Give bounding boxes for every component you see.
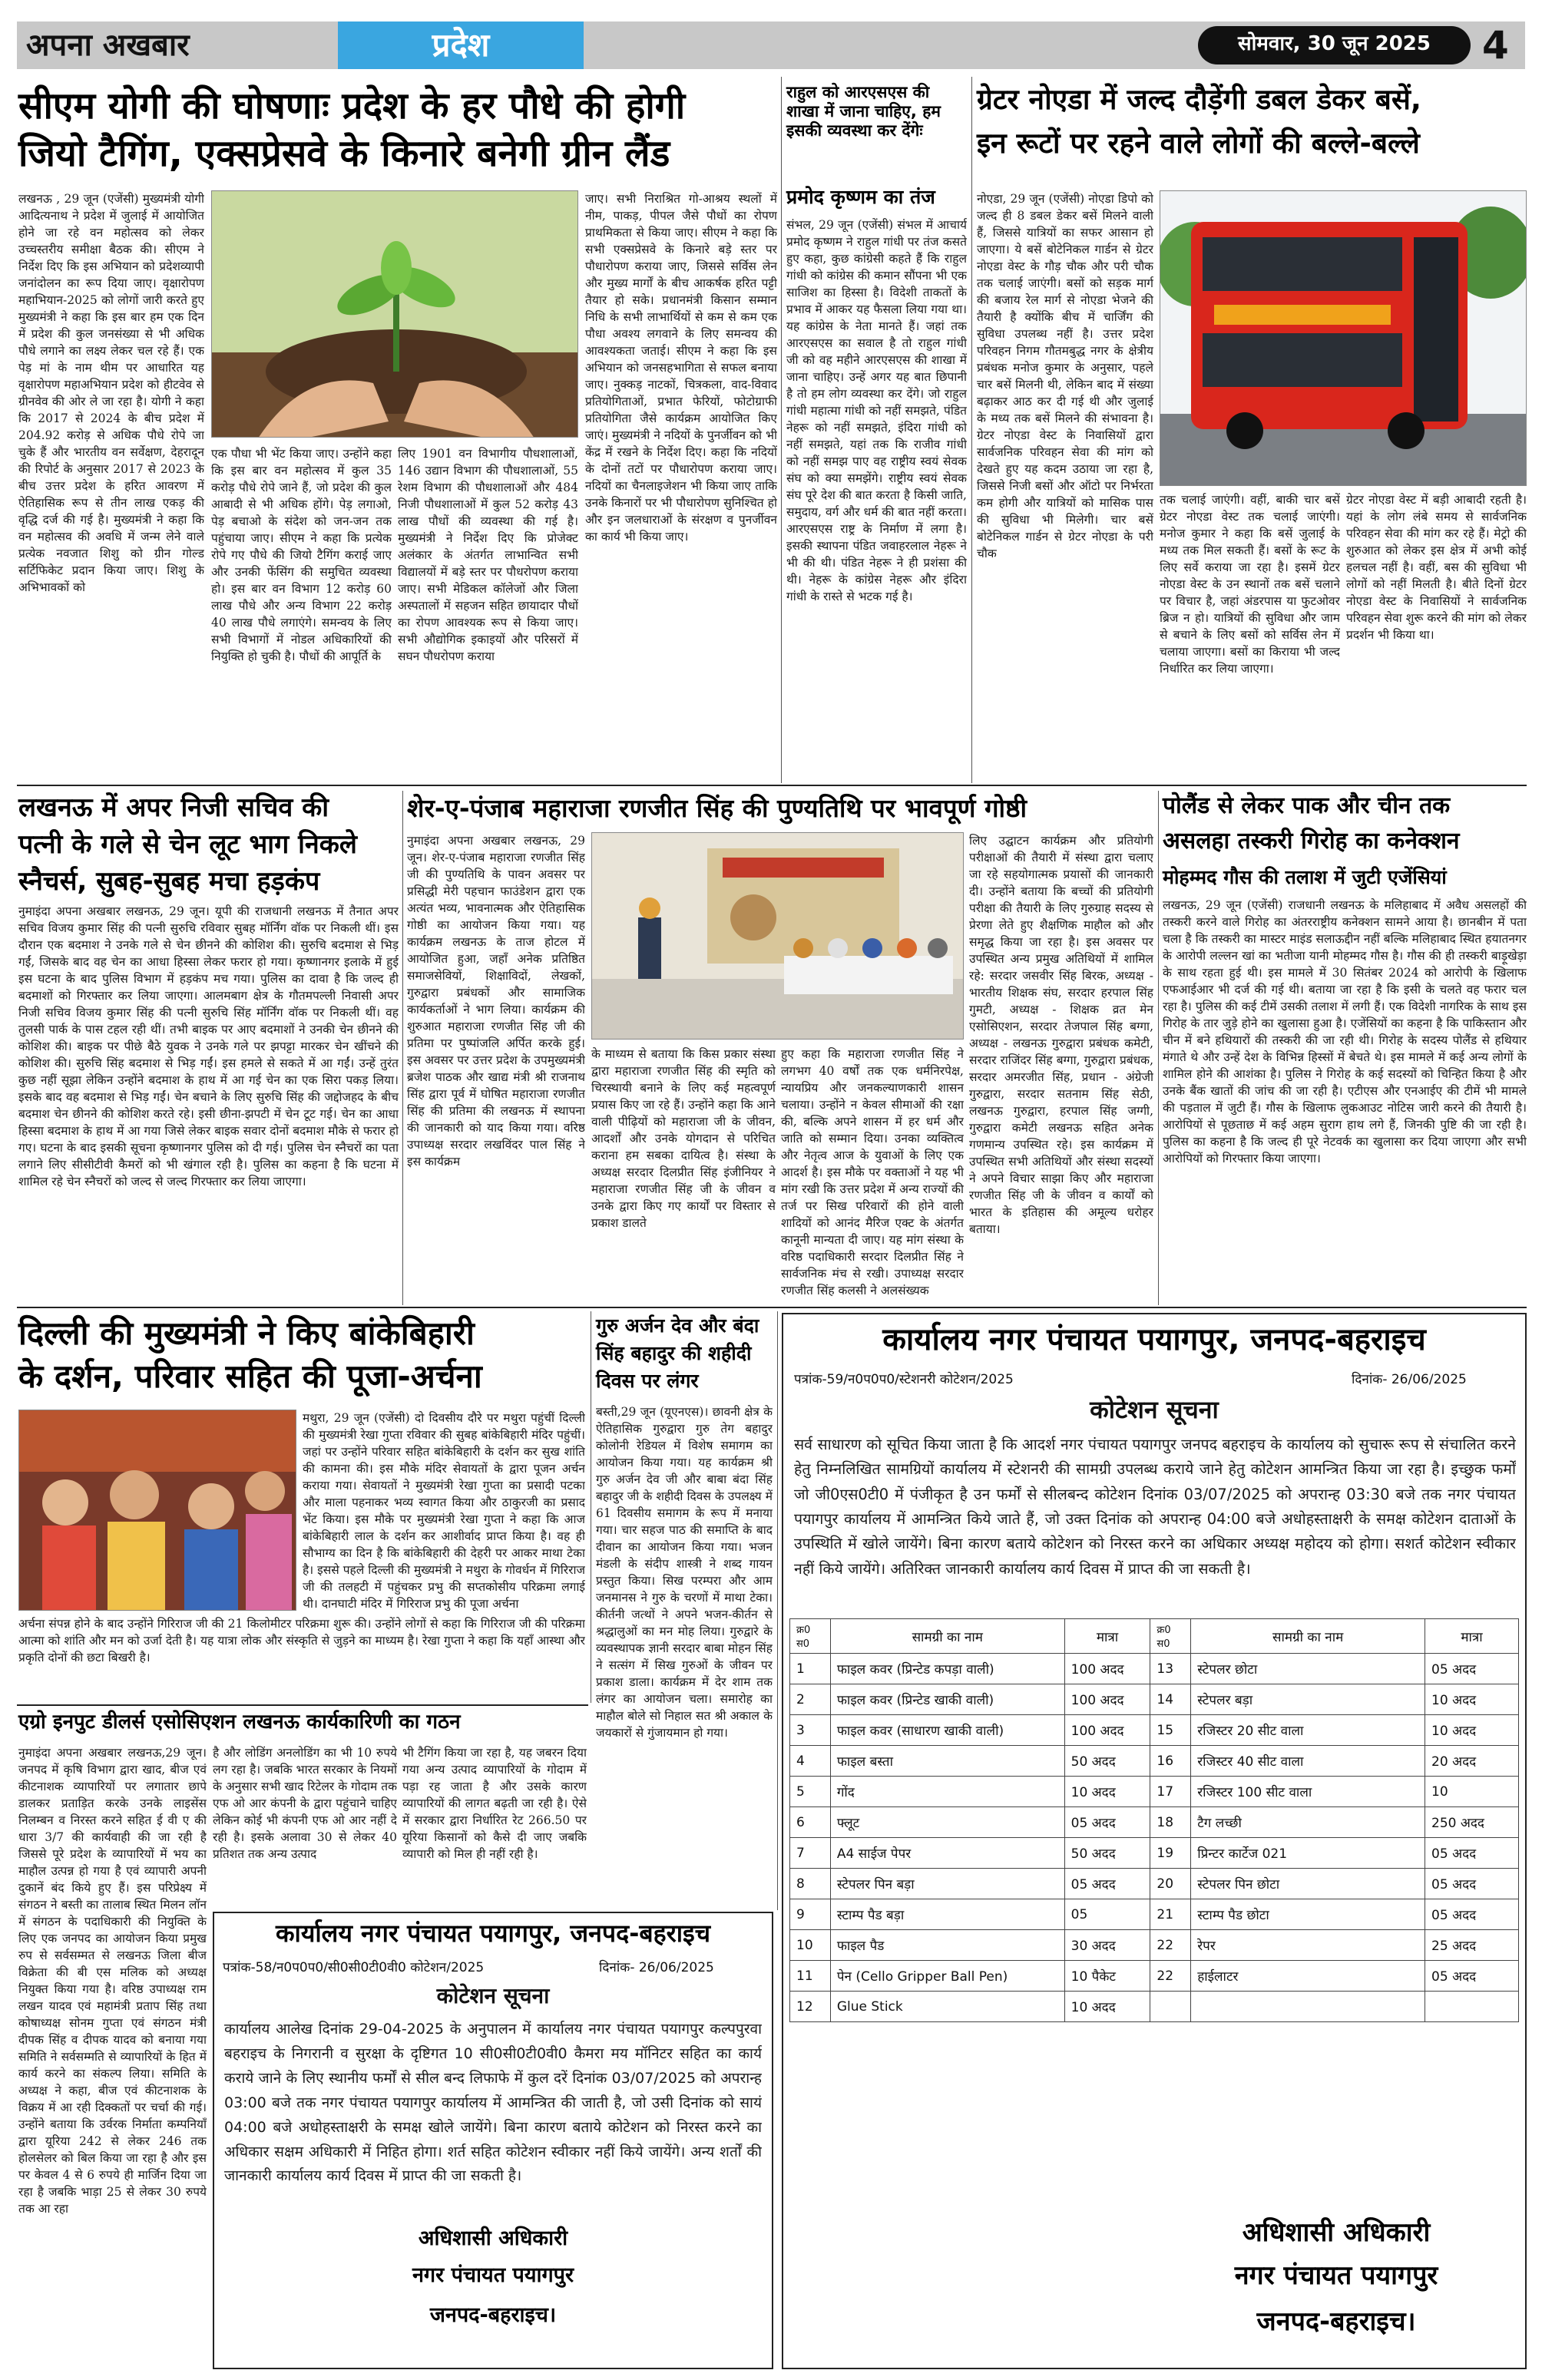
table-cell: टैग लच्छी bbox=[1191, 1807, 1425, 1838]
poland-subhead: मोहम्मद गौस की तलाश में जुटी एजेंसियां bbox=[1163, 866, 1447, 888]
table-row bbox=[790, 1899, 1519, 1930]
table-cell: स्टाम्प पैड छोटा bbox=[1191, 1899, 1425, 1930]
bus-col-1: नोएडा, 29 जून (एजेंसी) नोएडा डिपो को जल्द ही 8 डबल डेकर बसें मिलने वाली हैं, जिससे यात्रियों का सफर आसान हो जाएगा। ये बसें बोटेनिकल गार्डन से ग्रेटर नोएडा वेस्ट के गौड़ चौक और परी चौक तक चलाई जाएंगी। बसों को सड़क मार्ग की बजाय रेल मार्ग से नोएडा भेजने की तैयारी है क्योंकि बीच में चार्जिंग की सुविधा उपलब्ध नहीं है। उत्तर प्रदेश परिवहन निगम गौतमबुद्ध नगर के क्षेत्रीय प्रबंधक मनोज कुमार के अनुसार, पहले चार बसें मिलनी थी, लेकिन बाद में संख्या बढ़ाकर आठ कर दी गई थी और जुलाई के मध्य तक बसें मिलने की संभावना है। ग्रेटर नोएडा वेस्ट के निवासियों द्वारा सार्वजनिक परिवहन सेवा की मांग को देखते हुए यह कदम उठाया जा रहा है, जिससे निजी बसों और ऑटो पर निर्भरता कम होगी और यात्रियों को मासिक पास की सुविधा भी मिलेगी। चार बसें बोटेनिकल गार्डन से ग्रेटर नोएडा के परी चौक bbox=[977, 192, 1153, 560]
delhi-body-bottom: अर्चना संपन्न होने के बाद उन्होंने गिरिराज जी की 21 किलोमीटर परिक्रमा शुरू की। उन्होंने लोगों से कहा कि गिरिराज जी की परिक्रमा आत्मा को शांति और मन को उर्जा देती है। यह यात्रा लोक और संस्कृति से जुड़ने का माध्यम है। रेखा गुप्ता ने कहा कि यहाँ आस्था और प्रकृति दोनों की छटा बिखरी है। bbox=[18, 1617, 585, 1664]
temple-illustration bbox=[19, 1410, 296, 1611]
notice-59-sign-2: नगर पंचायत पयागपुर bbox=[1234, 2260, 1438, 2291]
rahul-teaser: राहुल को आरएसएस की शाखा में जाना चाहिए, हम इसकी व्यवस्था कर देंगेः bbox=[786, 83, 941, 140]
ranjit-col-2: के माध्यम से बताया कि किस प्रकार संस्था द्वारा महाराजा रणजीत सिंह की स्मृति को चिरस्थायी बनाने के लिए कई महत्वपूर्ण प्रयास किए जा रहे हैं। उन्होंने कहा कि आने वाली पीढ़ियों को महाराजा जी के जीवन, आदर्शों और उनके योगदान से परिचित कराना हम सबका दायित्व है। संस्था के अध्यक्ष सरदार दिलप्रीत सिंह इंजीनियर ने महाराजा रणजीत सिंह जी के जीवन व उनके द्वारा किए गए कार्यों पर विस्तार से प्रकाश डालते bbox=[591, 1047, 776, 1230]
table-row bbox=[790, 1715, 1519, 1746]
table-cell bbox=[1150, 1992, 1191, 2022]
table-cell: 05 अदद bbox=[1425, 1869, 1519, 1899]
yogi-col-2: एक पौधा भी भेंट किया जाए। उन्होंने कहा कि इस बार वन महोत्सव में कुल 35 करोड़ पौधे रोपे जाने हैं, जो प्रदेश की कुल आबादी से भी अधिक होंगे। पेड़ लगाओ, पेड़ बचाओ के संदेश को जन-जन तक पहुंचाया जाए। सीएम ने कहा कि प्रत्येक रोपे गए पौधे की जियो टैगिंग कराई जाए और उनकी फेंसिंग की समुचित व्यवस्था हो। इस बार वन विभाग 12 करोड़ 60 लाख पौधे और अन्य विभाग 22 करोड़ 40 लाख पौधे लगाएंगे। समन्वय के लिए सभी विभागों में नोडल अधिकारियों की नियुक्ति हो चुकी है। पौधों की आपूर्ति के bbox=[211, 447, 392, 663]
table-cell: 10 अदद bbox=[1425, 1684, 1519, 1715]
notice-59-sign-3: जनपद-बहराइच। bbox=[1256, 2306, 1416, 2337]
table-cell: 100 अदद bbox=[1064, 1715, 1150, 1746]
yogi-col-3: लिए 1901 वन विभागीय पौधशालाओं, 146 उद्यान विभाग की पौधशालाओं, 55 रेशम विभाग की पौधशालाओं और 484 निजी पौधशालाओं में कुल 52 करोड़ 43 लाख पौधों की व्यवस्था की गई है। मुख्यमंत्री ने निर्देश दिए कि प्रोजेक्ट अलंकार के अंतर्गत लाभान्वित सभी विद्यालयों में बड़े स्तर पर पौधरोपण कराया जाए। सभी मेडिकल कॉलेजों और जिला अस्पतालों में सहजन सहित छायादार पौधों का रोपण आवश्यक रूप से किया जाए। सभी औद्योगिक इकाइयों और परिसरों में सघन पौधरोपण कराया bbox=[398, 447, 578, 663]
yogi-col-4: जाए। सभी निराश्रित गो-आश्रय स्थलों में नीम, पाकड़, पीपल जैसे पौधों का रोपण प्राथमिकता से किया जाए। सीएम ने कहा कि सभी एक्सप्रेसवे के किनारे बड़े स्तर पर पौधारोपण कराया जाए, जिससे सर्विस लेन और मुख्य मार्गों के बीच आकर्षक हरित पट्टी तैयार हो सके। प्रधानमंत्री किसान सम्मान निधि के सभी लाभार्थियों से कम से कम एक पौधा अवश्य लगवाने के लिए समन्वय की आवश्यकता जताई। सीएम ने कहा कि इस अभियान को जनसहभागिता से सफल बनाया जाए। नुक्कड़ नाटकों, चित्रकला, वाद-विवाद प्रतियोगिताओं, प्रभात फेरियों, फोटोग्राफी प्रतियोगिता जैसे कार्यक्रम आयोजित किए जाएं। मुख्यमंत्री ने नदियों के पुनर्जीवन को भी केंद्र में रखने के निर्देश दिए। कहा कि नदियों के दोनों तटों पर पौधारोपण कराया जाए। नदियों का चैनलाइजेशन भी किया जाए ताकि उनके किनारों पर भी पौधारोपण सुनिश्चित हो और इन जलधाराओं के संरक्षण व पुनर्जीवन का कार्य भी किया जाए। bbox=[585, 192, 777, 544]
table-cell: 19 bbox=[1150, 1838, 1191, 1869]
table-cell: 11 bbox=[790, 1961, 831, 1992]
divider bbox=[1158, 791, 1159, 1305]
double-decker-bus-photo bbox=[1160, 190, 1527, 486]
column-header: क्र0 स0 bbox=[1150, 1619, 1191, 1654]
table-header-row bbox=[790, 1619, 1519, 1654]
table-cell: 3 bbox=[790, 1715, 831, 1746]
table-cell: 05 अदद bbox=[1064, 1807, 1150, 1838]
table-cell: फ्लूट bbox=[830, 1807, 1064, 1838]
notice-59-sign-1: अधिशासी अधिकारी bbox=[1242, 2217, 1431, 2248]
table-cell: 2 bbox=[790, 1684, 831, 1715]
table-cell bbox=[1191, 1992, 1425, 2022]
agro-col-3: भी टैगिंग किया जा रहा है, यह जबरन दिया गया अन्य उत्पाद व्यापारियों के गोदाम में पड़ा रह जाता है और उसके कारण व्यापारियों की लागत बढ़ती जा रही है। ऐसे में सरकार द्वारा निर्धारित रेट 266.50 पर यूरिया किसानों को कैसे दी जाए जबकि व्यापारी को मिल ही नहीं रही है। bbox=[402, 1746, 587, 1861]
notice-58-sign-1: अधिशासी अधिकारी bbox=[418, 2226, 568, 2250]
table-cell: A4 साईज पेपर bbox=[830, 1838, 1064, 1869]
delhi-body-right: मथुरा, 29 जून (एजेंसी) दो दिवसीय दौरे पर मथुरा पहुंचीं दिल्ली की मुख्यमंत्री रेखा गुप्ता रविवार की सुबह बांकेबिहारी मंदिर पहुंचीं। जहां पर उन्होंने परिवार सहित बांकेबिहारी के दर्शन कर सुख शांति की कामना की। इस मौके मंदिर सेवायतों के द्वारा पूजन अर्चन कराया गया। सेवायतों ने मुख्यमंत्री रेखा गुप्ता का प्रसादी पटका और माला पहनाकर भव्य स्वागत किया और ठाकुरजी का प्रसाद भेंट किया। इस मौके पर मुख्यमंत्री रेखा गुप्ता ने कहा कि आज बांकेबिहारी लाल के दर्शन कर आशीर्वाद प्राप्त किया है। वह ही सौभाग्य का दिन है कि बांकेबिहारी की देहरी पर आकर माथा टेका है। इससे पहले दिल्ली की मुख्यमंत्री ने मथुरा के गोवर्धन में गिरिराज जी की तलहटी में पहुंचकर प्रभु की सप्तकोसीय परिक्रमा लगाई थी। दानघाटी मंदिर में गिरिराज प्रभु की पूजा अर्चना bbox=[303, 1411, 585, 1611]
section-label: प्रदेश bbox=[432, 26, 490, 64]
table-cell: पेन (Cello Gripper Ball Pen) bbox=[830, 1961, 1064, 1992]
table-cell: स्टेपलर बड़ा bbox=[1191, 1684, 1425, 1715]
table-cell: 10 अदद bbox=[1425, 1715, 1519, 1746]
table-cell: 13 bbox=[1150, 1654, 1191, 1684]
divider bbox=[777, 1311, 778, 1910]
seminar-photo bbox=[591, 832, 964, 1040]
table-cell: स्टाम्प पैड बड़ा bbox=[830, 1899, 1064, 1930]
table-cell: 10 पैकेट bbox=[1064, 1961, 1150, 1992]
guru-headline-1: गुरु अर्जन देव और बंदा bbox=[596, 1314, 759, 1337]
column-header: क्र0 स0 bbox=[790, 1619, 831, 1654]
table-row bbox=[790, 1869, 1519, 1899]
table-cell: 18 bbox=[1150, 1807, 1191, 1838]
notice-58-date: दिनांक- 26/06/2025 bbox=[599, 1960, 714, 1975]
seminar-illustration bbox=[592, 833, 964, 1040]
poland-headline-2: असलहा तस्करी गिरोह का कनेक्शन bbox=[1163, 828, 1460, 854]
chain-headline-2: पत्नी के गले से चेन लूट भाग निकले bbox=[18, 829, 357, 860]
notice-59-date: दिनांक- 26/06/2025 bbox=[1352, 1372, 1467, 1387]
table-cell: रजिस्टर 20 सीट वाला bbox=[1191, 1715, 1425, 1746]
table-row bbox=[790, 1992, 1519, 2022]
agro-col-2: है और लोडिंग अनलोडिंग का भी 10 रुपये लग रहा है। जबकि भारत सरकार के नियमों के अनुसार सभी खाद रिटेलर के गोदाम तक एफ ओ आर कंपनी के द्वारा पहुंचाने चाहिए लेकिन कोई भी कंपनी एफ ओ आर नहीं दे रही है। इसके अलावा 30 से लेकर 40 प्रतिशत तक अन्य उत्पाद bbox=[213, 1746, 397, 1861]
ranjit-col-1: नुमाइंदा अपना अखबार लखनऊ, 29 जून। शेर-ए-पंजाब महाराजा रणजीत सिंह जी की पुण्यतिथि के पावन अवसर पर प्रसिद्धी मेरी पहचान फाउंडेशन द्वारा एक अत्यंत भव्य, भावनात्मक और ऐतिहासिक गोष्ठी का आयोजन किया गया। यह कार्यक्रम लखनऊ के ताज होटल में आयोजित हुआ, जहाँ अनेक प्रतिष्ठित समाजसेवियों, शिक्षाविदों, लेखकों, गुरुद्वारा प्रबंधकों और सामाजिक कार्यकर्ताओं ने भाग लिया। कार्यक्रम की शुरुआत महाराजा रणजीत सिंह जी की प्रतिमा पर पुष्पांजलि अर्पित करके हुई। इस अवसर पर उत्तर प्रदेश के उपमुख्यमंत्री ब्रजेश पाठक और खाद्य मंत्री श्री राजनाथ सिंह द्वारा पूर्व में घोषित महाराजा रणजीत सिंह की प्रतिमा की लखनऊ में स्थापना की जानकारी को याद किया गया। वरिष्ठ उपाध्यक्ष सरदार लखविंदर पाल सिंह ने इस कार्यक्रम bbox=[407, 834, 585, 1169]
notice-59-title: कार्यालय नगर पंचायत पयागपुर, जनपद-बहराइच bbox=[882, 1322, 1426, 1357]
notice-58-sign-2: नगर पंचायत पयागपुर bbox=[412, 2263, 574, 2287]
bus-illustration bbox=[1160, 191, 1527, 486]
rahul-body: संभल, 29 जून (एजेंसी) संभल में आचार्य प्रमोद कृष्णम ने राहुल गांधी पर तंज कसते हुए कहा, कुछ कांग्रेसी कहते हैं कि राहुल गांधी को कांग्रेस की कमान सौंपना भी एक साजिश का हिस्सा है। विदेशी ताकतों के प्रभाव में आकर यह फैसला लिया गया था। यह कांग्रेस के नेता मानते हैं। जहां तक आरएसएस का सवाल है तो राहुल गांधी जी को वह महीने आरएसएस की शाखा में जाना चाहिए। उन्हें अगर यह बात छिपानी है तो हम लोग व्यवस्था कर देंगे। जो राहुल गांधी महात्मा गांधी को नहीं समझते, पंडित नेहरू को नहीं समझते, इंदिरा गांधी को नहीं समझते, यहां तक कि राजीव गांधी को नहीं समझ पाए वह राष्ट्रीय स्वयं सेवक संघ को क्या समझेंगे। राष्ट्रीय स्वयं सेवक संघ पूरे देश की बात करता है किसी जाति, समुदाय, वर्ग और धर्म की बात नहीं करता। आरएसएस राष्ट्र के निर्माण में लगा है। इसकी स्थापना पंडित जवाहरलाल नेहरू ने भी की थी। पंडित नेहरू ने ही प्रशंसा की थी। नेहरू के कांग्रेस नेहरू और इंदिरा गांधी के रास्ते से भटक गई है। bbox=[786, 218, 967, 603]
yogi-headline-1: सीएम योगी की घोषणाः प्रदेश के हर पौधे की होगी bbox=[18, 84, 686, 127]
delhi-headline-1: दिल्ली की मुख्यमंत्री ने किए बांकेबिहारी bbox=[18, 1314, 475, 1352]
bus-col-2: तक चलाई जाएंगी। वहीं, बाकी चार बसें ग्रेटर नोएडा वेस्ट तक चलाई जाएंगी। मनोज कुमार ने कहा कि बसें जुलाई के मध्य तक मिल सकती हैं। बसों के रूट के लिए सर्वे कराया जा रहा है। इसमें ग्रेटर नोएडा वेस्ट के उन स्थानों तक बसें चलाने पर विचार है, जहां अंडरपास या फुटओवर ब्रिज न हो। यात्रियों की सुविधा और जाम से बचाने के लिए बसों को सर्विस लेन में चलाया जाएगा। बसों का किराया भी जल्द निर्धारित कर लिया जाएगा। bbox=[1160, 493, 1340, 676]
table-cell: 50 अदद bbox=[1064, 1746, 1150, 1777]
divider bbox=[781, 77, 782, 783]
table-cell: फाइल कवर (प्रिन्टेड खाकी वाली) bbox=[830, 1684, 1064, 1715]
column-header: मात्रा bbox=[1425, 1619, 1519, 1654]
table-cell: 1 bbox=[790, 1654, 831, 1684]
table-cell: 05 अदद bbox=[1425, 1838, 1519, 1869]
poland-body: लखनऊ, 29 जून (एजेंसी) राजधानी लखनऊ के मलिहाबाद में अवैध असलहों की तस्करी करने वाले गिरोह का अंतरराष्ट्रीय कनेक्शन सामने आया है। छानबीन में पता चला है कि तस्करी का मास्टर माइंड सलाऊद्दीन नहीं बल्कि मलिहाबाद स्थित हयातनगर के आरोपी लल्लन खां का भतीजा यानी मोहम्मद गौस है। गौस की ही तस्करी बाड़ूखेड़ा के साथ रहता हुई थी। इस मामले में 30 सितंबर 2024 को आरोपी के खिलाफ एफआईआर भी दर्ज की गई थी। बताया जा रहा है कि इसी के चलते वह फरार चल रहा है। पुलिस की कई टीमें उसकी तलाश में लगी हैं। एक विदेशी नागरिक के साथ इस गिरोह के तार जुड़े होने का खुलासा हुआ है। एजेंसियों का कहना है कि पाकिस्तान और चीन में बने हथियारों की तस्करी की जा रही थी। गिरोह के सदस्य पोलैंड से हथियार मंगाते थे और उन्हें देश के विभिन्न हिस्सों में बेचते थे। इस मामले में कई अन्य लोगों के शामिल होने की आशंका है। पुलिस ने गिरोह के कई सदस्यों को चिन्हित किया है और उनके बैंक खातों की जांच की जा रही है। एटीएस और एनआईए की टीमें भी मामले की पड़ताल में जुटी हैं। गौस के खिलाफ लुकआउट नोटिस जारी करने की तैयारी है। आरोपियों से पूछताछ में कई अहम सुराग हाथ लगे हैं, जिनकी पुष्टि की जा रही है। पुलिस का कहना है कि जल्द ही पूरे नेटवर्क का खुलासा कर दिया जाएगा और सभी आरोपियों को गिरफ्तार किया जाएगा। bbox=[1163, 898, 1527, 1165]
table-cell: फाइल कवर (प्रिन्टेड कपड़ा वाली) bbox=[830, 1654, 1064, 1684]
table-cell: 10 अदद bbox=[1064, 1992, 1150, 2022]
bus-col-3: ग्रेटर नोएडा वेस्ट में बड़ी आबादी रहती है। यहां के लोग लंबे समय से सार्वजनिक परिवहन सेवा की मांग कर रहे हैं। मेट्रो की शुरुआत को लेकर इस क्षेत्र में अभी कोई हलचल नहीं है। वहीं, बस की सुविधा भी लोगों को नहीं मिलती है। बीते दिनों ग्रेटर नोएडा वेस्ट के निवासियों ने सार्वजनिक परिवहन सेवा शुरू करने की मांग को लेकर प्रदर्शन भी किया था। bbox=[1346, 493, 1527, 642]
table-cell: 9 bbox=[790, 1899, 831, 1930]
agro-col-1: नुमाइंदा अपना अखबार लखनऊ,29 जून। जनपद में कृषि विभाग द्वारा खाद, बीज एवं कीटनाशक व्यापारियों पर लगातार छापे डालकर प्रताड़ित करके उनके लाइसेंस निलम्बन व निरस्त करने सहित ई वी ए की धारा 3/7 की कार्यवाही की जा रही है जिससे पूरे प्रदेश के व्यापारियों में भय का माहौल उत्पन्न हो गया है एवं व्यापारी अपनी दुकानें बंद किये हुए हैं। इस परिप्रेक्ष्य में संगठन ने बस्ती का तालाब स्थित मिलन लॉन में संगठन के पदाधिकारी की नियुक्ति के लिए एक जनपद का आयोजन किया प्रमुख रुप से सर्वसम्मत से लखनऊ जिला बीज विक्रेता की बी एस मलिक को अध्यक्ष नियुक्त किया गया है। वरिष्ठ उपाध्यक्ष राम लखन यादव एवं महामंत्री प्रताप सिंह तथा कोषाध्यक्ष सोनम गुप्ता एवं संगठन मंत्री दीपक सिंह व दीपक यादव को बनाया गया समिति ने सर्वसम्मति से व्यापारियों के हित में कार्य करने का संकल्प लिया। समिति के अध्यक्ष ने कहा, बीज एवं कीटनाशक के विक्रय में आ रही दिक्कतों पर चर्चा की गई। उन्होंने बताया कि उर्वरक निर्माता कम्पनियाँ द्वारा यूरिया 242 से लेकर 246 तक होलसेलर को बिल किया जा रहा है और इस पर केवल 4 से 6 रुपये ही मार्जिन दिया जा रहा है जबकि भाड़ा 25 से लेकर 30 रुपये तक आ रहा bbox=[18, 1746, 207, 2216]
table-cell: रजिस्टर 100 सीट वाला bbox=[1191, 1777, 1425, 1807]
table-cell: 05 अदद bbox=[1425, 1961, 1519, 1992]
table-row bbox=[790, 1777, 1519, 1807]
table-row bbox=[790, 1930, 1519, 1961]
delhi-headline-2: के दर्शन, परिवार सहित की पूजा-अर्चना bbox=[18, 1357, 482, 1395]
table-cell: 22 bbox=[1150, 1961, 1191, 1992]
table-cell: 10 अदद bbox=[1064, 1777, 1150, 1807]
table-cell: हाईलाटर bbox=[1191, 1961, 1425, 1992]
paper-name: अपना अखबार bbox=[26, 28, 190, 63]
table-cell: 05 bbox=[1064, 1899, 1150, 1930]
ranjit-col-3: हुए कहा कि महाराजा रणजीत सिंह ने लगभग 40 वर्षों तक एक धर्मनिरपेक्ष, न्यायप्रिय और जनकल्याणकारी शासन चलाया। उन्होंने न केवल सीमाओं की रक्षा की, बल्कि अपने शासन में हर धर्म और जाति को सम्मान दिया। उनका व्यक्तित्व और नेतृत्व आज के युवाओं के लिए एक आदर्श है। इस मौके पर वक्ताओं ने यह भी मांग रखी कि उत्तर प्रदेश में अन्य राज्यों की तर्ज पर सिख परिवारों की होने वाली शादियों को आनंद मैरिज एक्ट के अंतर्गत कानूनी मान्यता दी जाए। यह मांग संस्था के वरिष्ठ पदाधिकारी सरदार दिलप्रीत सिंह ने सार्वजनिक मंच से रखी। उपाध्यक्ष सरदार रणजीत सिंह कलसी ने अलसंख्यक bbox=[781, 1047, 964, 1297]
agro-headline: एग्रो इनपुट डीलर्स एसोसिएशन लखनऊ कार्यकारिणी का गठन bbox=[18, 1711, 461, 1734]
chain-headline-1: लखनऊ में अपर निजी सचिव की bbox=[18, 792, 329, 823]
table-cell: 22 bbox=[1150, 1930, 1191, 1961]
table-row bbox=[790, 1961, 1519, 1992]
table-cell: 100 अदद bbox=[1064, 1684, 1150, 1715]
table-cell: 21 bbox=[1150, 1899, 1191, 1930]
table-cell: 05 अदद bbox=[1425, 1654, 1519, 1684]
bus-headline-1: ग्रेटर नोएडा में जल्द दौड़ेंगी डबल डेकर बसें, bbox=[977, 83, 1421, 116]
table-cell: 250 अदद bbox=[1425, 1807, 1519, 1838]
notice-58-title: कार्यालय नगर पंचायत पयागपुर, जनपद-बहराइच bbox=[275, 1919, 711, 1948]
table-cell: 15 bbox=[1150, 1715, 1191, 1746]
issue-date: सोमवार, 30 जून 2025 bbox=[1238, 32, 1431, 55]
table-cell: रेपर bbox=[1191, 1930, 1425, 1961]
table-cell: 6 bbox=[790, 1807, 831, 1838]
table-cell: 12 bbox=[790, 1992, 831, 2022]
table-cell: 50 अदद bbox=[1064, 1838, 1150, 1869]
table-cell: 14 bbox=[1150, 1684, 1191, 1715]
table-cell: 10 bbox=[1425, 1777, 1519, 1807]
table-row bbox=[790, 1838, 1519, 1869]
table-cell: स्टेपलर पिन बड़ा bbox=[830, 1869, 1064, 1899]
bus-headline-2: इन रूटों पर रहने वाले लोगों की बल्ले-बल्ले bbox=[977, 127, 1420, 160]
notice-59-body: सर्व साधारण को सूचित किया जाता है कि आदर्श नगर पंचायत पयागपुर जनपद बहराइच के कार्यालय को सुचारू रूप से संचालित करने हेतु निम्नलिखित सामग्रियों कार्यालय में स्टेशनरी की सामग्री उपलब्ध कराये जाने हेतु कोटेशन आमन्त्रित किया जा रहा है। इच्छुक फर्मों जो जी0एस0टी0 में पंजीकृत है उन फर्मों से सीलबन्द कोटेशन दिनांक 03/07/2025 को अपरान्ह 03:30 बजे तक नगर पंचायत पयागपुर कार्यालय में आमन्त्रित किये जाते हैं, जो उक्त दिनांक को अपरान्ह 04:00 बजे अधोहस्ताक्षरी के समक्ष कोटेशन दाताओं के उपस्थिति में खोले जायेंगे। बिना कारण बताये कोटेशन को निरस्त करने का अधिकार अध्यक्ष महोदय को होगा। सशर्त कोटेशन स्वीकार नहीं किये जायेंगे। अतिरिक्त जानकारी कार्यालय कार्य दिवस में प्राप्त की जा सकती है। bbox=[794, 1436, 1516, 1578]
table-cell: फाइल बस्ता bbox=[830, 1746, 1064, 1777]
poland-headline-1: पोलैंड से लेकर पाक और चीन तक bbox=[1163, 792, 1451, 819]
table-cell: 10 bbox=[790, 1930, 831, 1961]
column-header: सामग्री का नाम bbox=[1191, 1619, 1425, 1654]
yogi-headline-2: जियो टैगिंग, एक्सप्रेसवे के किनारे बनेगी ग्रीन लैंड bbox=[18, 132, 670, 175]
table-cell: 5 bbox=[790, 1777, 831, 1807]
chain-headline-3: स्नैचर्स, सुबह-सुबह मचा हड़कंप bbox=[18, 866, 320, 897]
ranjit-col-4: लिए उद्घाटन कार्यक्रम और प्रतियोगी परीक्षाओं की तैयारी में संस्था द्वारा चलाए जा रहे सहयोगात्मक प्रयासों की जानकारी दी। उन्होंने बताया कि बच्चों की प्रतियोगी परीक्षा की तैयारी के लिए गुरुग्राह सदस्य से प्रेरणा लेते हुए शैक्षणिक माहौल को और समृद्ध किया जा रहा है। इस अवसर पर उपस्थित अन्य प्रमुख अतिथियों में शामिल रहे: सरदार जसवीर सिंह बिरक, अध्यक्ष - भारतीय शिक्षक संघ, सरदार हरपाल सिंह गुमटी, अध्यक्ष - शिक्षक व्रत मेन एसोसिएशन, सरदार तेजपाल सिंह बग्गा, अध्यक्ष - लखनऊ गुरुद्वारा प्रबंधक कमेटी, सरदार राजिंदर सिंह बग्गा, गुरुद्वारा प्रबंधक, सरदार अमरजीत सिंह, प्रधान - अंग्रेजी गुरुद्वारा, सरदार सतनाम सिंह सेठी, लखनऊ गुरुद्वारा, हरपाल सिंह जग्गी, गुरुद्वारा कमेटी लखनऊ सहित अनेक गणमान्य उपस्थित रहे। इस कार्यक्रम में उपस्थित सभी अतिथियों और संस्था सदस्यों ने अपने विचार साझा किए और महाराजा रणजीत सिंह जी के जीवन व कार्यों को भारत के इतिहास की अमूल्य धरोहर बताया। bbox=[969, 834, 1153, 1236]
table-cell: गोंद bbox=[830, 1777, 1064, 1807]
yogi-col-1: लखनऊ , 29 जून (एजेंसी) मुख्यमंत्री योगी आदित्यनाथ ने प्रदेश में जुलाई में आयोजित होने जा रहे वन महोत्सव को लेकर उच्चस्तरीय समीक्षा बैठक की। सीएम ने निर्देश दिए कि इस अभियान को प्रदेशव्यापी जनांदोलन का रूप दिया जाए। वृक्षारोपण महाभियान-2025 को लोगों जारी करते हुए मुख्यमंत्री ने कहा कि इस बार हम एक दिन में प्रदेश की कुल जनसंख्या से भी अधिक पौधे लगाने का लक्ष्य लेकर चल रहे हैं। एक पेड़ मां के नाम थीम पर आधारित यह वृक्षारोपण महाअभियान प्रदेश को हीटवेव से ग्रीनवेव की ओर ले जा रहा है। योगी ने कहा कि 2017 से 2024 के बीच प्रदेश में 204.92 करोड़ से अधिक पौधे रोपे जा चुके हैं और भारतीय वन सर्वेक्षण, देहरादून की रिपोर्ट के अनुसार 2017 से 2023 के बीच उत्तर प्रदेश के हरित आवरण में ऐतिहासिक रूप से तीन लाख एकड़ की वृद्धि दर्ज की गई है। मुख्यमंत्री ने कहा कि वन महोत्सव की अवधि में जन्म लेने वाले प्रत्येक नवजात शिशु को ग्रीन गोल्ड सर्टिफिकेट प्रदान किया जाए। शिशु के अभिभावकों को bbox=[18, 192, 204, 594]
table-cell: स्टेपलर पिन छोटा bbox=[1191, 1869, 1425, 1899]
table-cell: Glue Stick bbox=[830, 1992, 1064, 2022]
table-cell: 4 bbox=[790, 1746, 831, 1777]
table-row bbox=[790, 1684, 1519, 1715]
table-cell: रजिस्टर 40 सीट वाला bbox=[1191, 1746, 1425, 1777]
table-cell: 7 bbox=[790, 1838, 831, 1869]
guru-headline-2: सिंह बहादुर की शहीदी bbox=[596, 1342, 752, 1364]
table-row bbox=[790, 1746, 1519, 1777]
chain-body: नुमाइंदा अपना अखबार लखनऊ, 29 जून। यूपी की राजधानी लखनऊ में तैनात अपर सचिव विजय कुमार सिंह की पत्नी सुरुचि रविवार सुबह मॉर्निंग वॉक पर निकली थीं। इस दौरान एक बदमाश ने उनके गले से चेन छीनने की कोशिश की। सुरुचि बदमाश से भिड़ गईं, जिसके बाद वह चेन का आधा हिस्सा लेकर फरार हो गया। कृष्णानगर इलाके में हुई इस घटना के बाद पुलिस विभाग में हड़कंप मच गया। पुलिस का दावा है कि जल्द ही बदमाशों को गिरफ्तार कर लिया जाएगा। आलमबाग क्षेत्र के गौतमपल्ली निवासी अपर निजी सचिव विजय कुमार सिंह की पत्नी सुरुचि सिंह मॉर्निंग वॉक पर निकली थीं। वह तुलसी पार्क के पास टहल रही थीं। तभी बाइक पर आए बदमाशों ने उनकी चेन छीनने की कोशिश की। बाइक पर पीछे बैठे युवक ने उनके गले पर झपट्टा मारकर चेन खींचने की कोशिश की। सुरुचि सिंह बदमाश से भिड़ गईं। इस हमले से सकते में आ गईं। उन्हें तुरंत कुछ नहीं सूझा लेकिन उन्होंने बदमाश के हाथ में आ गई चेन का एक सिरा पकड़ लिया। इसके बाद वह बदमाश से भिड़ गईं। चेन बचाने के लिए सुरुचि सिंह की जद्दोजहद के बीच बदमाश चेन छीनने की कोशिश करते रहे। इसी छीना-झपटी में चेन टूट गई। चेन का आधा हिस्सा बदमाश के हाथ में आ गया जिसे लेकर बाइक सवार दोनों बदमाश मौके से फरार हो गए। घटना के बाद इसकी सूचना कृष्णानगर पुलिस को दी गई। पुलिस चेन स्नैचरों का पता लगाने लिए सीसीटीवी कैमरों को भी खंगाल रही है। पुलिस का कहना है कि घटना में शामिल रहे चेन स्नैचरों को जल्द से जल्द गिरफ्तार कर लिया जाएगा। bbox=[18, 904, 399, 1188]
notice-59-heading: कोटेशन सूचना bbox=[1090, 1395, 1219, 1424]
sapling-illustration bbox=[212, 191, 578, 438]
ranjit-headline: शेर-ए-पंजाब महाराजा रणजीत सिंह की पुण्यतिथि पर भावपूर्ण गोष्ठी bbox=[407, 793, 1027, 823]
table-cell: स्टेपलर छोटा bbox=[1191, 1654, 1425, 1684]
page-number: 4 bbox=[1482, 23, 1509, 68]
table-cell: 16 bbox=[1150, 1746, 1191, 1777]
column-header: सामग्री का नाम bbox=[830, 1619, 1064, 1654]
temple-photo bbox=[18, 1410, 296, 1611]
table-cell: प्रिन्टर कार्टेज 021 bbox=[1191, 1838, 1425, 1869]
divider bbox=[17, 1704, 588, 1706]
table-cell: फाइल कवर (साधारण खाकी वाली) bbox=[830, 1715, 1064, 1746]
notice-58-sign-3: जनपद-बहराइच। bbox=[429, 2303, 557, 2327]
notice-58-heading: कोटेशन सूचना bbox=[436, 1983, 550, 2008]
table-cell: 05 अदद bbox=[1064, 1869, 1150, 1899]
table-row bbox=[790, 1654, 1519, 1684]
guru-body: बस्ती,29 जून (यूएनएस)। छावनी क्षेत्र के ऐतिहासिक गुरुद्वारा गुरु तेग बहादुर कोलोनी रेडियल में विशेष समागम का आयोजन किया गया। यह कार्यक्रम श्री गुरु अर्जन देव जी और बाबा बंदा सिंह बहादुर जी के शहीदी दिवस के उपलक्ष्य में 61 दिवसीय समागम के रूप में मनाया गया। चार सहज पाठ की समाप्ति के बाद दीवान का आयोजन किया गया। भजन मंडली के संदीप शास्त्री ने शब्द गायन प्रस्तुत किया। सिख परम्परा और आम जनमानस ने गुरु के चरणों में माथा टेका। कीर्तनी जत्थों ने अपने भजन-कीर्तन से श्रद्धालुओं का मन मोह लिया। गुरुद्वारे के व्यवस्थापक ज्ञानी सरदार बाबा मोहन सिंह ने सत्संग में सिख गुरुओं के जीवन पर प्रकाश डाला। कार्यक्रम में देर शाम तक लंगर का आयोजन चला। समारोह का माहौल बोले सो निहाल सत श्री अकाल के जयकारों से गुंजायमान हो गया। bbox=[596, 1405, 773, 1740]
divider bbox=[17, 785, 1527, 786]
divider bbox=[402, 791, 403, 1305]
table-cell: 20 bbox=[1150, 1869, 1191, 1899]
column-header: मात्रा bbox=[1064, 1619, 1150, 1654]
table-cell: 30 अदद bbox=[1064, 1930, 1150, 1961]
notice-59-ref: पत्रांक-59/न0प0प0/स्टेशनरी कोटेशन/2025 bbox=[794, 1372, 1014, 1387]
divider bbox=[971, 77, 972, 783]
table-cell: 20 अदद bbox=[1425, 1746, 1519, 1777]
table-row bbox=[790, 1807, 1519, 1838]
table-cell: 05 अदद bbox=[1425, 1899, 1519, 1930]
table-cell: 8 bbox=[790, 1869, 831, 1899]
table-cell: 17 bbox=[1150, 1777, 1191, 1807]
table-cell: फाइल पैड bbox=[830, 1930, 1064, 1961]
notice-58-body: कार्यालय आलेख दिनांक 29-04-2025 के अनुपालन में कार्यालय नगर पंचायत पयागपुर कल्पपुरवा बहराइच के निगरानी व सुरक्षा के दृष्टिगत 10 सी0सी0टी0वी0 कैमरा मय मॉनिटर सहित का कार्य कराये जाने के लिए स्थानीय फर्मों से सील बन्द लिफाफे में कुल दरें दिनांक 03/07/2025 को अपरान्ह 03:00 बजे तक नगर पंचायत पयागपुर कार्यालय में आमन्त्रित की जाती है, जो उसी दिनांक को सायं 04:00 बजे अधोहस्ताक्षरी के समक्ष खोले जायेंगे। बिना कारण बताये कोटेशन को निरस्त करने का अधिकार सक्षम अधिकारी में निहित होगा। शर्त सहित कोटेशन स्वीकार नहीं किये जायेंगे। अन्य शर्तों की जानकारी कार्यालय कार्य दिवस में प्राप्त की जा सकती है। bbox=[224, 2021, 762, 2185]
sapling-photo bbox=[211, 190, 578, 438]
table-cell bbox=[1425, 1992, 1519, 2022]
table-cell: 25 अदद bbox=[1425, 1930, 1519, 1961]
table-cell: 100 अदद bbox=[1064, 1654, 1150, 1684]
guru-headline-3: दिवस पर लंगर bbox=[596, 1370, 699, 1392]
divider bbox=[17, 1307, 1527, 1308]
rahul-byline: प्रमोद कृष्णम का तंज bbox=[786, 186, 935, 208]
notice-58-ref: पत्रांक-58/न0प0प0/सी0सी0टी0वी0 कोटेशन/2025 bbox=[223, 1960, 485, 1975]
stationery-table bbox=[789, 1618, 1519, 2022]
